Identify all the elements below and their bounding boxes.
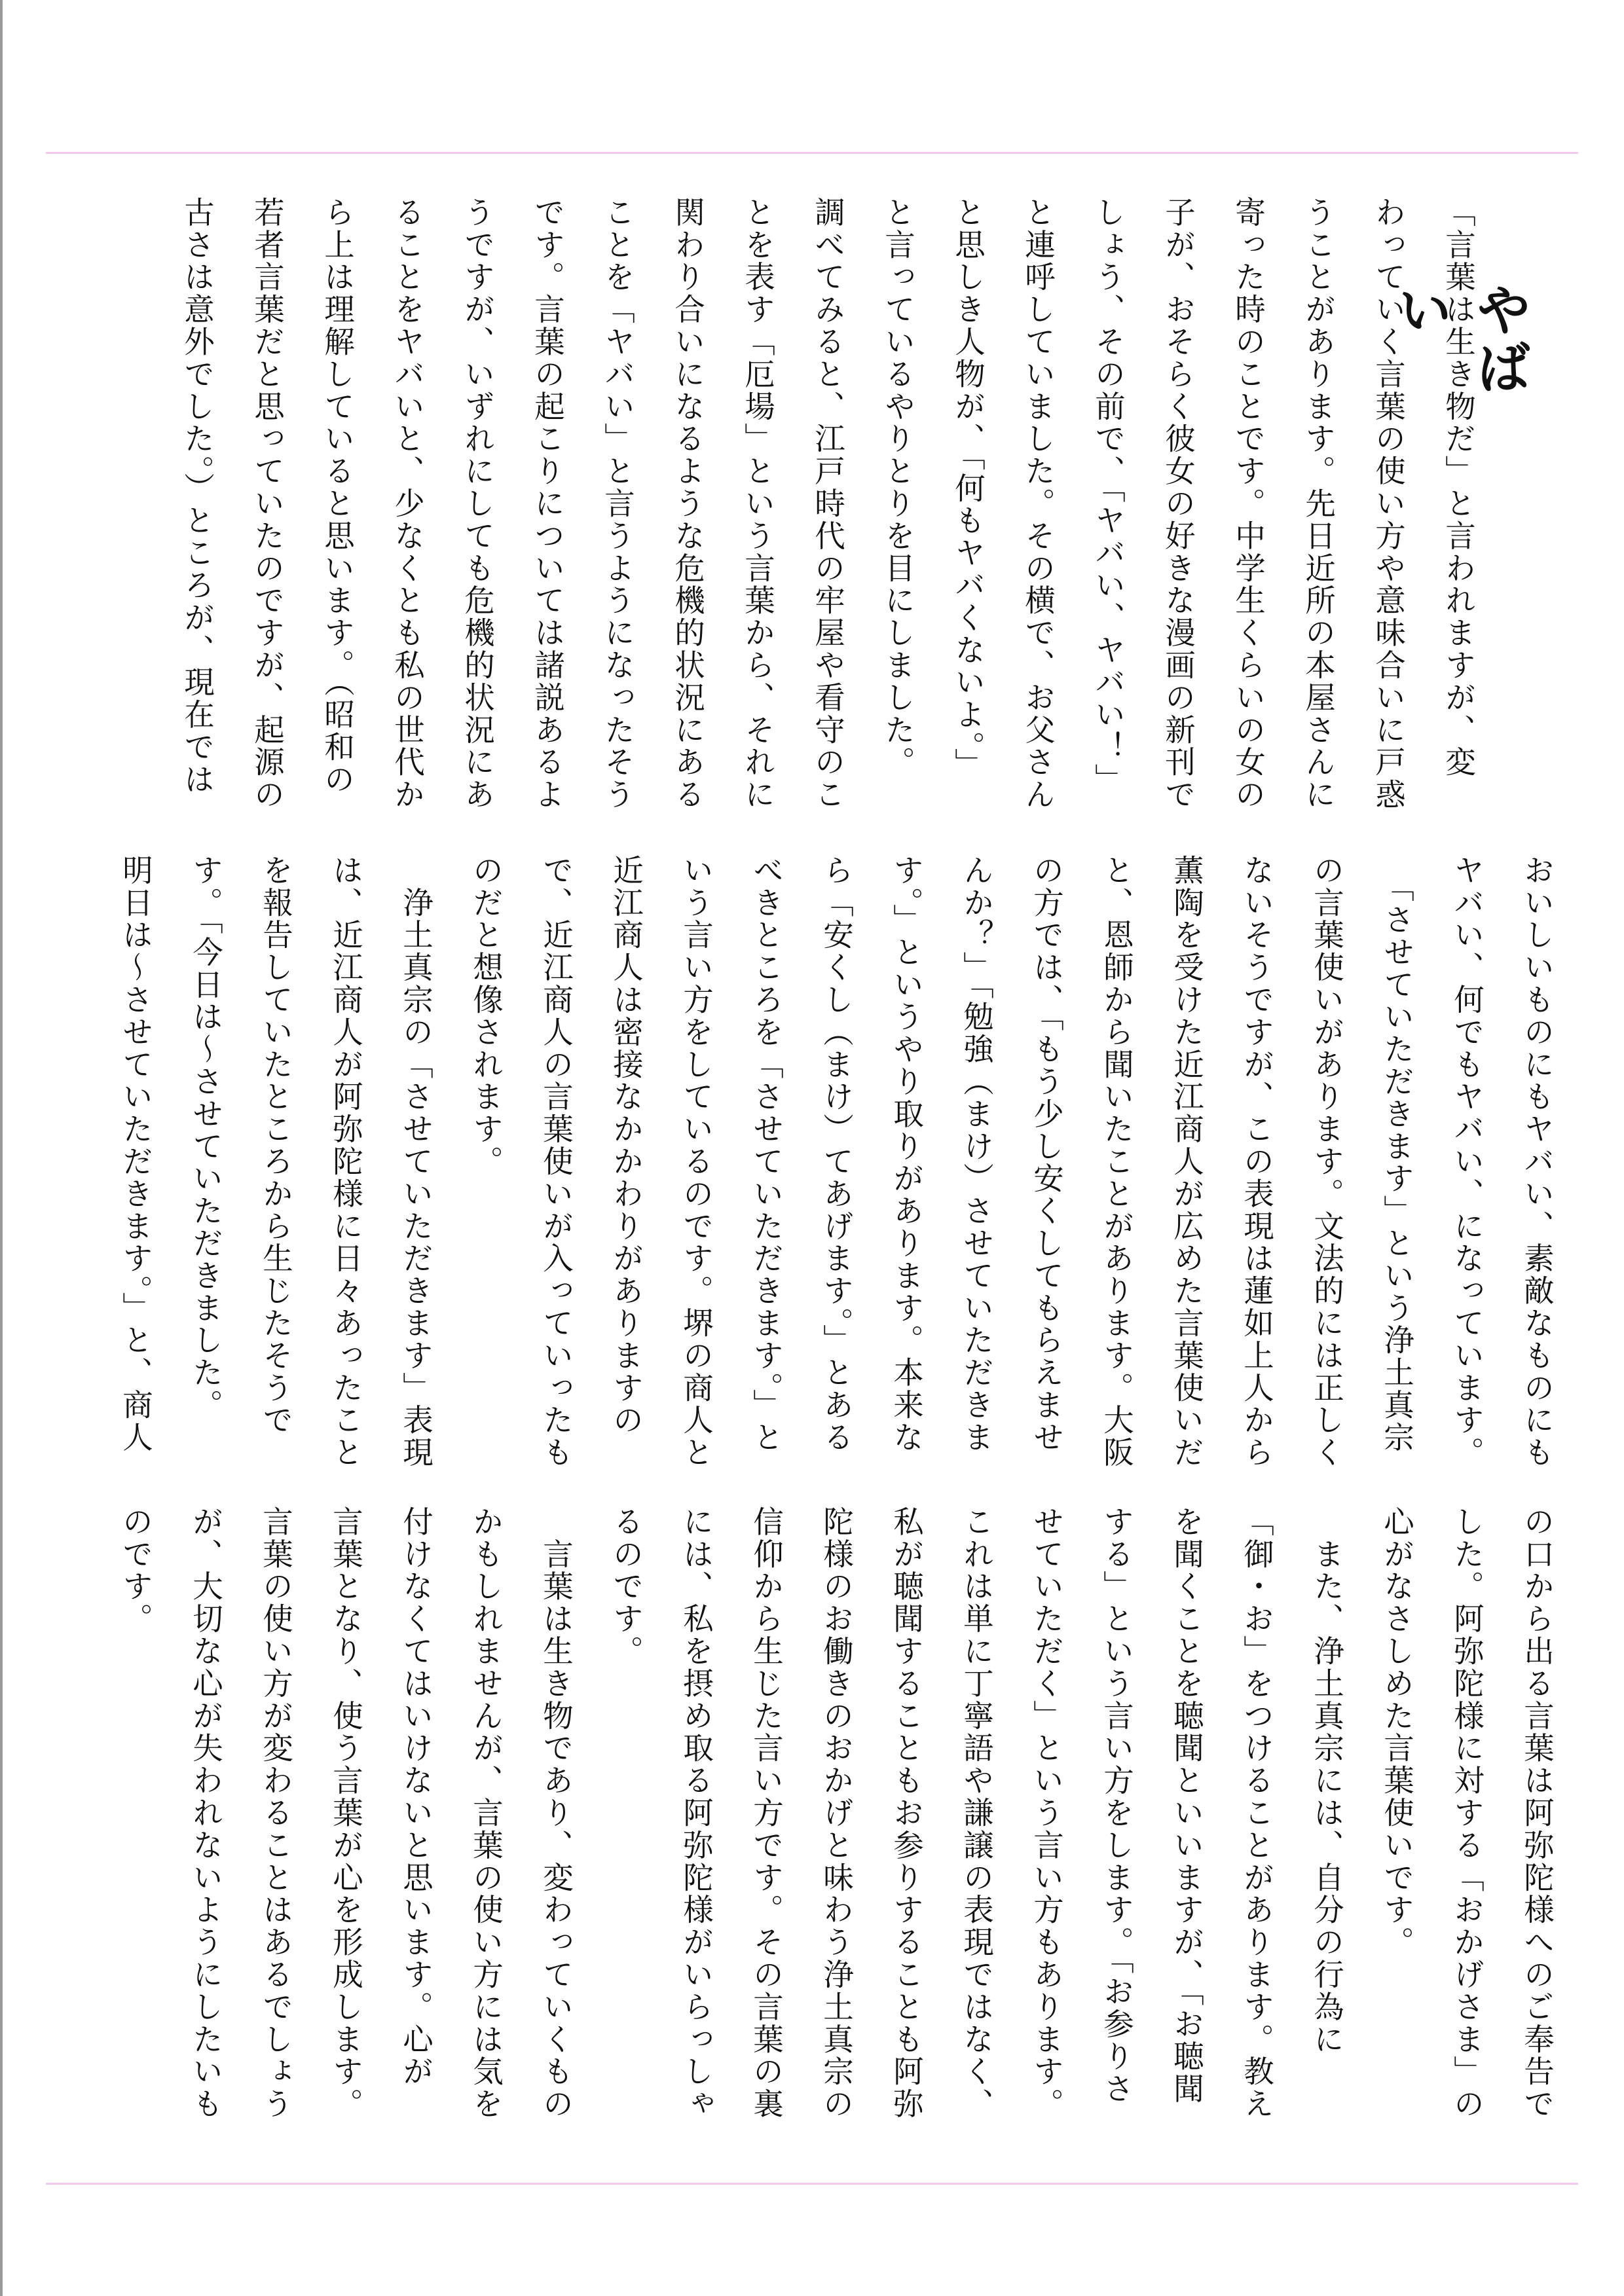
- text-line: ら上は理解していると思います。（昭和の: [320, 196, 355, 796]
- text-line: 陀様のお働きのおかげと味わう浄土真宗の: [819, 1506, 854, 2121]
- top-rule: [46, 152, 1578, 154]
- text-line: する」という言い方をします。「お参りさ: [1099, 1506, 1134, 2105]
- body-tier-3: [79, 1506, 1572, 2147]
- text-line: と思しき人物が、「何もヤバくないよ。」: [950, 196, 986, 781]
- bottom-rule: [46, 2183, 1578, 2185]
- text-line: 子が、おそらく彼女の好きな漫画の新刊で: [1160, 196, 1196, 811]
- text-line: おいしいものにもヤバい、素敵なものにも: [1519, 854, 1555, 1469]
- text-line: 関わり合いになるような危機的状況にある: [670, 196, 705, 811]
- text-line: これは単に丁寧語や謙譲の表現ではなく、: [959, 1506, 994, 2121]
- text-line: の口から出る言葉は阿弥陀様へのご奉告で: [1519, 1506, 1555, 2121]
- text-line: の言葉使いがあります。文法的には正しく: [1309, 854, 1344, 1469]
- text-line: 言葉となり、使う言葉が心を形成します。: [328, 1506, 363, 2121]
- text-line: 浄土真宗の「させていただきます」表現: [398, 854, 434, 1469]
- text-line: べきところを「させていただきます。」と: [748, 854, 784, 1454]
- text-line: わっていく言葉の使い方や意味合いに戸惑: [1371, 196, 1406, 811]
- text-line: には、私を摂め取る阿弥陀様がいらっしゃ: [678, 1506, 714, 2121]
- text-line: ことを「ヤバい」と言うようになったそう: [600, 196, 635, 811]
- text-line: るのです。: [608, 1506, 644, 1667]
- body-tier-1: [144, 196, 1493, 825]
- text-line: 薫陶を受けた近江商人が広めた言葉使いだ: [1169, 854, 1204, 1469]
- text-line: 寄った時のことです。中学生くらいの女の: [1230, 196, 1266, 811]
- text-line: 近江商人は密接なかかわりがありますの: [608, 854, 644, 1437]
- text-line: せていただく」という言い方もあります。: [1029, 1506, 1064, 2121]
- text-line: 明日は～させていただきます。」と、商人: [118, 854, 153, 1454]
- body-tier-2: [79, 854, 1572, 1496]
- text-line: が、大切な心が失われないようにしたいも: [188, 1506, 223, 2121]
- text-line: で、近江商人の言葉使いが入っていったも: [538, 854, 574, 1469]
- text-line: を聞くことを聴聞といいますが、「お聴聞: [1169, 1506, 1204, 2105]
- text-line: 言葉は生き物であり、変わっていくもの: [538, 1506, 574, 2121]
- text-line: 私が聴聞することもお参りすることも阿弥: [889, 1506, 924, 2121]
- text-line: 信仰から生じた言い方です。その言葉の裏: [748, 1506, 784, 2121]
- text-line: と連呼していました。その横で、お父さん: [1020, 196, 1056, 811]
- text-line: 若者言葉だと思っていたのですが、起源の: [249, 196, 285, 811]
- text-line: です。言葉の起こりについては諸説あるよ: [530, 196, 565, 811]
- text-line: の方では、「もう少し安くしてもらえませ: [1029, 854, 1064, 1454]
- text-line: 調べてみると、江戸時代の牢屋や看守のこ: [810, 196, 845, 811]
- text-line: 「言葉は生き物だ」と言われますが、変: [1441, 196, 1476, 779]
- text-line: と、恩師から聞いたことがあります。大阪: [1099, 854, 1134, 1469]
- text-line: 「御・お」をつけることがあります。教え: [1239, 1506, 1274, 2121]
- text-line: うですが、いずれにしても危機的状況にあ: [460, 196, 495, 811]
- text-line: ら「安くし（まけ）てあげます。」とある: [819, 854, 854, 1454]
- text-line: は、近江商人が阿弥陀様に日々あったこと: [328, 854, 363, 1469]
- text-line: した。阿弥陀様に対する「おかげさま」の: [1449, 1506, 1485, 2121]
- text-line: んか？」「勉強（まけ）させていただきま: [959, 854, 994, 1454]
- text-line: いう言い方をしているのです。堺の商人と: [678, 854, 714, 1469]
- text-line: かもしれませんが、言葉の使い方には気を: [468, 1506, 504, 2121]
- text-line: 付けなくてはいけないと思います。心が: [398, 1506, 434, 2088]
- text-line: のです。: [118, 1506, 153, 1635]
- text-line: す。「今日は～させていただきました。: [188, 854, 223, 1421]
- text-line: を報告していたところから生じたそうで: [258, 854, 293, 1437]
- text-line: のだと想像されます。: [468, 854, 504, 1178]
- text-line: しょう、その前で、「ヤバい、ヤバい！」: [1090, 196, 1126, 796]
- text-line: 心がなさしめた言葉使いです。: [1379, 1506, 1414, 1959]
- text-line: うことがあります。先日近所の本屋さんに: [1301, 196, 1336, 811]
- text-line: ないそうですが、この表現は蓮如上人から: [1239, 854, 1274, 1469]
- article-title: やばい: [1389, 282, 1532, 397]
- text-line: す。」というやり取りがあります。本来な: [889, 854, 924, 1454]
- text-line: 古さは意外でした。）ところが、現在では: [179, 196, 215, 796]
- text-line: とを表す「厄場」という言葉から、それに: [740, 196, 775, 811]
- text-line: 「させていただきます」という浄土真宗: [1379, 854, 1414, 1454]
- page-edge: [0, 0, 3, 2296]
- text-line: ヤバい、何でもヤバい、になっています。: [1449, 854, 1485, 1469]
- text-line: ることをヤバいと、少なくとも私の世代か: [390, 196, 425, 811]
- text-line: 言葉の使い方が変わることはあるでしょう: [258, 1506, 293, 2121]
- text-line: と言っているやりとりを目にしました。: [880, 196, 915, 779]
- text-line: また、浄土真宗には、自分の行為に: [1309, 1506, 1344, 2056]
